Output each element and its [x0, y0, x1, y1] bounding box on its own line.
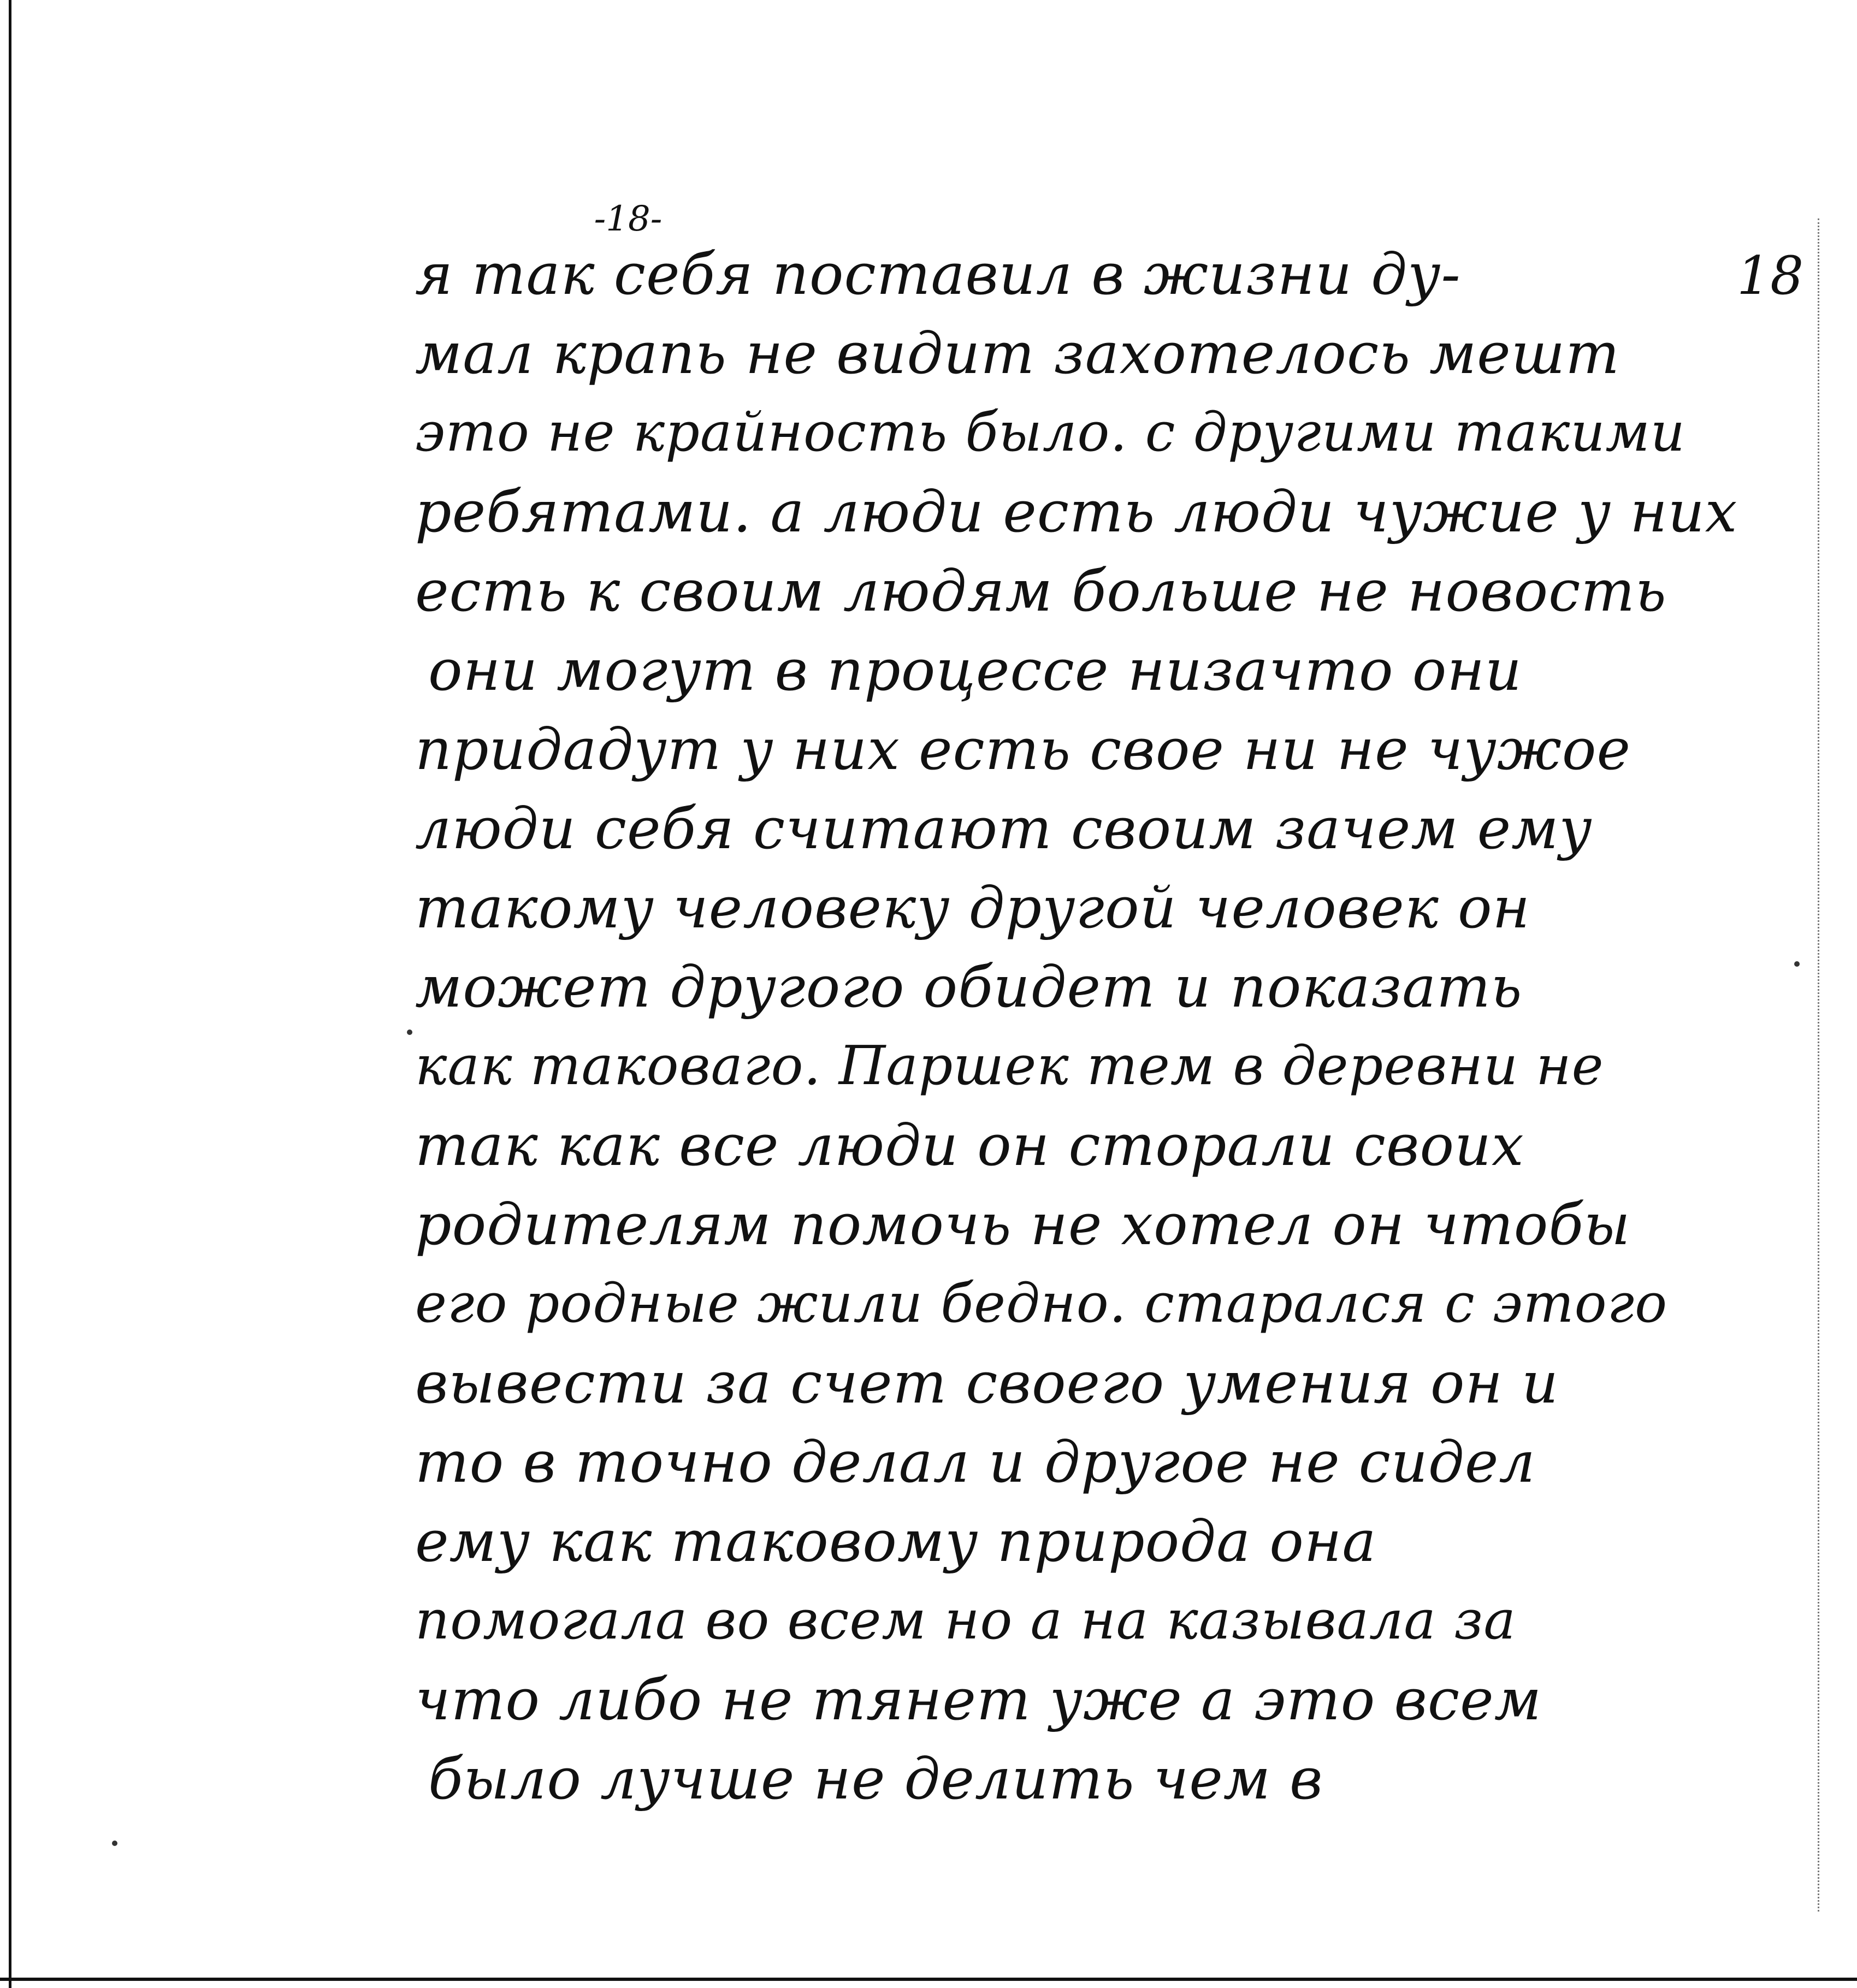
text-line-13: родителям помочь не хотел он чтобы: [415, 1191, 1631, 1258]
text-line-2: мал крапь не видит захотелось мешт: [415, 320, 1620, 387]
text-line-7: придадут у них есть свое ни не чужое: [415, 716, 1631, 783]
text-line-17: ему как таковому природа она: [415, 1508, 1377, 1575]
page-number: -18-: [594, 199, 663, 239]
text-line-6: они могут в процессе низачто они: [428, 637, 1522, 703]
text-line-19: что либо не тянет уже а это всем: [415, 1666, 1542, 1733]
text-line-3: это не крайность было. с другими такими: [415, 401, 1686, 464]
handwritten-text-block: [415, 235, 1742, 1933]
scan-speck: [1794, 961, 1800, 967]
bottom-edge-rule: [0, 1978, 1857, 1981]
text-line-5: есть к своим людям больше не новость: [415, 558, 1667, 624]
text-line-15: вывести за счет своего умения он и: [415, 1350, 1559, 1416]
text-line-9: такому человеку другой человек он: [415, 874, 1531, 941]
text-line-20: было лучше не делить чем в: [428, 1746, 1323, 1812]
text-line-1: я так себя поставил в жизни ду-: [415, 241, 1461, 307]
text-line-16: то в точно делал и другое не сидел: [415, 1429, 1536, 1495]
text-line-18: помогала во всем но а на казывала за: [415, 1589, 1516, 1652]
side-page-mark: 18: [1737, 245, 1804, 306]
scan-speck: [407, 1030, 412, 1035]
left-margin-rule: [9, 0, 11, 1988]
text-line-8: люди себя считают своим зачем ему: [415, 795, 1593, 862]
text-line-12: так как все люди он сторали своих: [415, 1112, 1524, 1179]
scan-speck: [112, 1841, 117, 1846]
right-edge-speckle: [1818, 218, 1819, 1912]
text-line-10: может другого обидет и показать: [415, 954, 1523, 1020]
text-line-11: как таковаго. Паршек тем в деревни не: [415, 1035, 1604, 1097]
text-line-14: его родные жили бедно. старался с этого: [415, 1273, 1668, 1335]
text-line-4: ребятами. а люди есть люди чужие у них: [415, 478, 1738, 545]
